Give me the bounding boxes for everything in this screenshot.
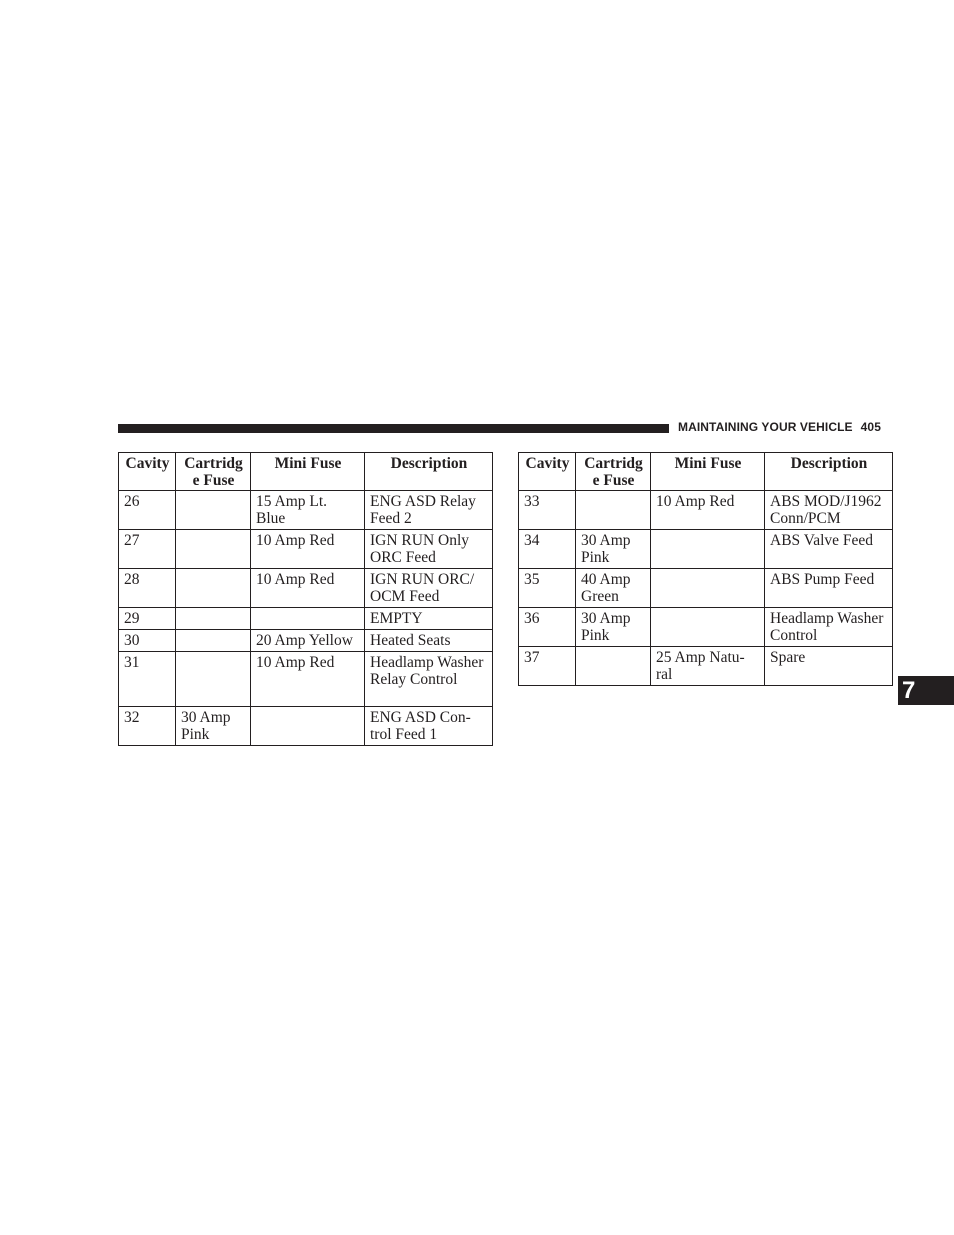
description-cell: Headlamp Washer Control xyxy=(765,608,893,647)
description-cell: ENG ASD Con- trol Feed 1 xyxy=(365,707,493,746)
mini-fuse-cell xyxy=(651,530,765,569)
cartridge-cell xyxy=(176,608,251,630)
description-cell: EMPTY xyxy=(365,608,493,630)
table-row xyxy=(519,530,893,569)
table-row xyxy=(519,569,893,608)
description-cell: ENG ASD Relay Feed 2 xyxy=(365,491,493,530)
description-cell: Headlamp Washer Relay Control xyxy=(365,652,493,707)
cartridge-cell xyxy=(176,530,251,569)
cavity-cell: 35 xyxy=(519,569,576,608)
cartridge-cell xyxy=(176,569,251,608)
section-title: MAINTAINING YOUR VEHICLE xyxy=(678,420,853,434)
cavity-cell: 31 xyxy=(119,652,176,707)
header-description: Description xyxy=(765,453,893,491)
header-description: Description xyxy=(365,453,493,491)
running-header xyxy=(678,420,881,434)
mini-fuse-cell xyxy=(651,569,765,608)
table-row xyxy=(519,608,893,647)
cartridge-cell xyxy=(576,647,651,686)
header-cartridge-fuse: Cartridge Fuse xyxy=(176,453,251,491)
description-cell: Heated Seats xyxy=(365,630,493,652)
header-rule xyxy=(118,424,669,433)
description-cell: ABS MOD/J1962 Conn/PCM xyxy=(765,491,893,530)
page-number: 405 xyxy=(860,420,881,434)
mini-fuse-cell xyxy=(251,707,365,746)
cartridge-cell xyxy=(176,491,251,530)
cavity-cell: 29 xyxy=(119,608,176,630)
header-cavity: Cavity xyxy=(519,453,576,491)
cavity-cell: 33 xyxy=(519,491,576,530)
cartridge-cell: 30 Amp Pink xyxy=(176,707,251,746)
mini-fuse-cell: 25 Amp Natu- ral xyxy=(651,647,765,686)
table-row xyxy=(119,630,493,652)
cartridge-cell: 40 Amp Green xyxy=(576,569,651,608)
cavity-cell: 27 xyxy=(119,530,176,569)
mini-fuse-cell: 15 Amp Lt. Blue xyxy=(251,491,365,530)
cavity-cell: 32 xyxy=(119,707,176,746)
table-row xyxy=(119,652,493,707)
table-row xyxy=(119,608,493,630)
description-cell: Spare xyxy=(765,647,893,686)
cavity-cell: 37 xyxy=(519,647,576,686)
cartridge-cell xyxy=(176,630,251,652)
mini-fuse-cell: 10 Amp Red xyxy=(251,652,365,707)
mini-fuse-cell: 10 Amp Red xyxy=(251,569,365,608)
table-row xyxy=(119,530,493,569)
description-cell: ABS Valve Feed xyxy=(765,530,893,569)
header-mini-fuse: Mini Fuse xyxy=(251,453,365,491)
table-row xyxy=(119,569,493,608)
cavity-cell: 28 xyxy=(119,569,176,608)
header-cartridge-fuse: Cartridge Fuse xyxy=(576,453,651,491)
mini-fuse-cell xyxy=(651,608,765,647)
cavity-cell: 34 xyxy=(519,530,576,569)
table-row xyxy=(119,707,493,746)
cavity-cell: 30 xyxy=(119,630,176,652)
cartridge-cell xyxy=(576,491,651,530)
chapter-tab: 7 xyxy=(898,676,954,705)
mini-fuse-cell xyxy=(251,608,365,630)
cartridge-cell xyxy=(176,652,251,707)
table-header-row xyxy=(519,453,893,491)
description-cell: IGN RUN Only ORC Feed xyxy=(365,530,493,569)
fuse-table-right xyxy=(518,452,893,686)
header-cavity: Cavity xyxy=(119,453,176,491)
table-header-row xyxy=(119,453,493,491)
mini-fuse-cell: 20 Amp Yellow xyxy=(251,630,365,652)
table-row xyxy=(519,647,893,686)
description-cell: IGN RUN ORC/ OCM Feed xyxy=(365,569,493,608)
cartridge-cell: 30 Amp Pink xyxy=(576,530,651,569)
table-row xyxy=(119,491,493,530)
description-cell: ABS Pump Feed xyxy=(765,569,893,608)
fuse-table-left xyxy=(118,452,493,746)
cavity-cell: 26 xyxy=(119,491,176,530)
table-row xyxy=(519,491,893,530)
cavity-cell: 36 xyxy=(519,608,576,647)
mini-fuse-cell: 10 Amp Red xyxy=(251,530,365,569)
cartridge-cell: 30 Amp Pink xyxy=(576,608,651,647)
mini-fuse-cell: 10 Amp Red xyxy=(651,491,765,530)
header-mini-fuse: Mini Fuse xyxy=(651,453,765,491)
